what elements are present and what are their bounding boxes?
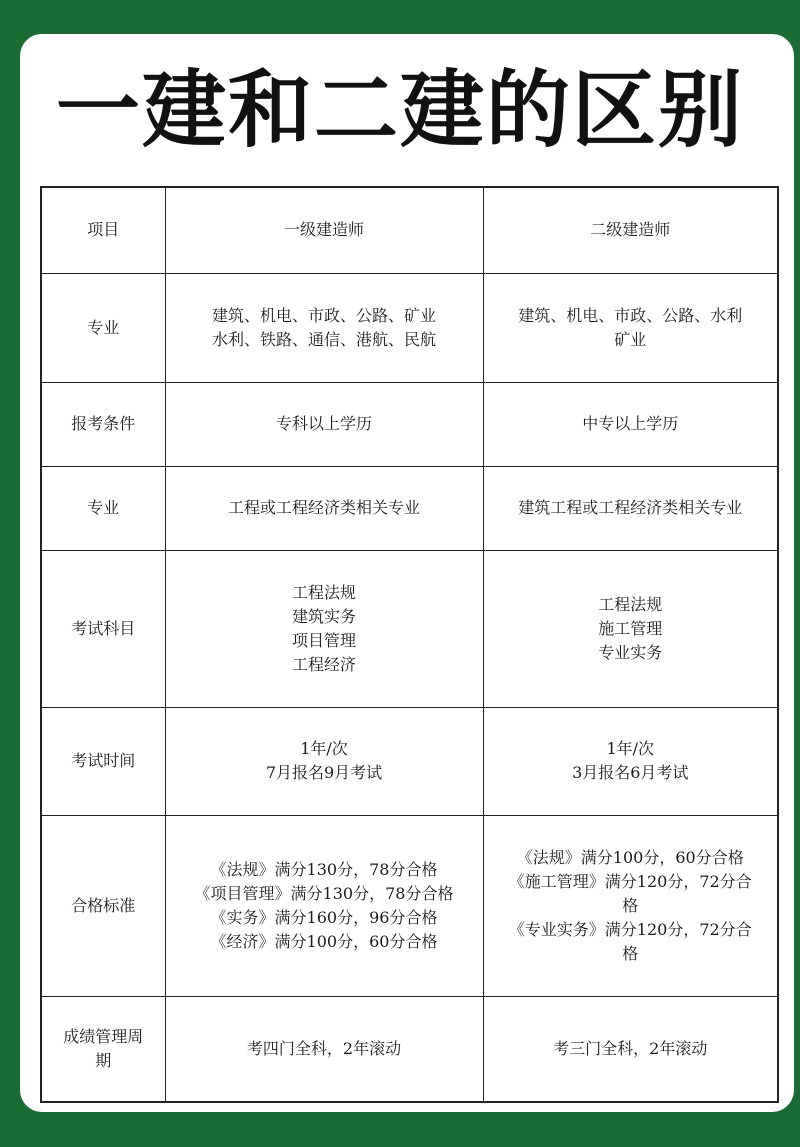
table-row [41,273,778,382]
first-level-cell: 考四门全科，2年滚动 [165,996,483,1102]
second-level-cell: 《法规》满分100分，60分合格 《施工管理》满分120分，72分合 格 《专业实务》满分120分，72分合 格 [483,815,778,996]
first-level-cell: 专科以上学历 [165,382,483,466]
second-level-cell: 中专以上学历 [483,382,778,466]
second-level-cell: 工程法规 施工管理 专业实务 [483,550,778,707]
table-header-row [41,187,778,273]
table-row [41,815,778,996]
table-row [41,466,778,550]
header-first-level: 一级建造师 [165,187,483,273]
row-label: 考试科目 [41,550,165,707]
first-level-cell: 1年/次 7月报名9月考试 [165,707,483,815]
row-label: 专业 [41,273,165,382]
comparison-table [40,186,779,1103]
row-label: 报考条件 [41,382,165,466]
second-level-cell: 1年/次 3月报名6月考试 [483,707,778,815]
header-second-level: 二级建造师 [483,187,778,273]
table-row [41,550,778,707]
page-title: 一建和二建的区别 [55,61,744,159]
first-level-cell: 《法规》满分130分，78分合格 《项目管理》满分130分，78分合格 《实务》满分160分，96分合格 《经济》满分100分，60分合格 [165,815,483,996]
table-row [41,707,778,815]
second-level-cell: 建筑工程或工程经济类相关专业 [483,466,778,550]
table-row [41,996,778,1102]
row-label: 考试时间 [41,707,165,815]
row-label: 成绩管理周 期 [41,996,165,1102]
row-label: 合格标准 [41,815,165,996]
first-level-cell: 工程或工程经济类相关专业 [165,466,483,550]
second-level-cell: 建筑、机电、市政、公路、水利 矿业 [483,273,778,382]
first-level-cell: 工程法规 建筑实务 项目管理 工程经济 [165,550,483,707]
row-label: 专业 [41,466,165,550]
second-level-cell: 考三门全科，2年滚动 [483,996,778,1102]
header-item: 项目 [41,187,165,273]
first-level-cell: 建筑、机电、市政、公路、矿业 水利、铁路、通信、港航、民航 [165,273,483,382]
table-row [41,382,778,466]
